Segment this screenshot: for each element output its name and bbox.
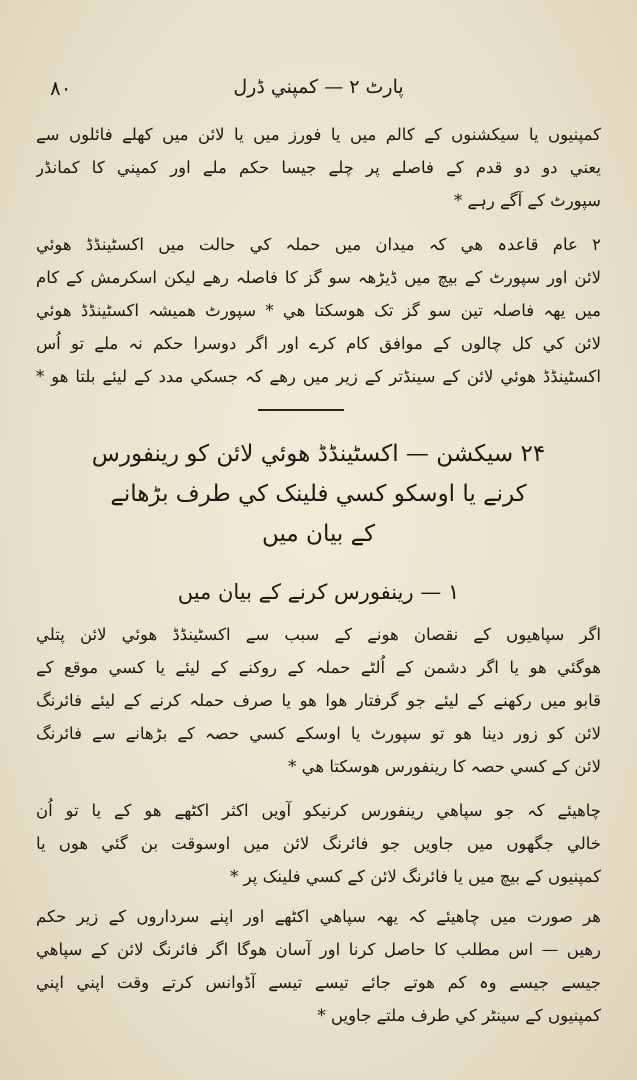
subsection-heading: ۱ — رينفورس کرنے کے بيان ميں	[177, 580, 460, 604]
text-line: اگر سپاهيوں کے نقصان هونے کے سبب سے اکسٹينڈڈ هوئي لائن پتلي	[36, 625, 601, 644]
text-line: جيسے جيسے وہ کم هوتے جائے تيسے تيسے آڈوانس کرتے وقت اپني اپني	[36, 973, 601, 992]
text-line: کمپنيوں کے بيچ ميں يا فائرنگ لائن کے کسي فلينک پر *	[230, 867, 601, 886]
text-line: کمپنيوں کے سينٹر کي طرف ملتے جاويں *	[317, 1006, 601, 1025]
text-line: لائن کي کل چالوں کے موافق کام کرے اور اگر دوسرا حکم نہ ملے تو اُس	[36, 334, 601, 353]
text-line: سپورٹ کے آگے رہے *	[454, 191, 601, 210]
section-heading-line: کے بيان ميں	[261, 521, 376, 547]
section-heading-line: کرنے يا اوسکو کسي فلينک کي طرف بڑھانے	[110, 481, 527, 507]
running-title: پارٹ ۲ — کمپني ڈرل	[233, 76, 404, 98]
text-line: هر صورت ميں چاهيئے کہ يهہ سپاهي اکٹھے اور اپنے سرداروں کے زير حکم	[36, 907, 601, 926]
page-number: ۸۰	[50, 76, 72, 100]
text-line: رهيں — اس مطلب کا حاصل کرنا اور آسان هوگا اگر فائرنگ لائن کے سپاهي	[36, 940, 601, 959]
text-line: چاهيئے کہ جو سپاهي رينفورس کرنيکو آويں اکثر اکٹھے هو کے يا تو اُن	[36, 801, 601, 820]
page-header	[40, 74, 597, 108]
paragraph-1	[36, 118, 601, 217]
text-line: اکسٹينڈڈ هوئي لائن کے سينڈتر کے زير ميں رهے کہ جسکي مدد کے ليئے بلتا هو *	[36, 367, 601, 386]
text-line: لائن کے کسي حصہ کا رينفورس هوسکتا هي *	[288, 757, 601, 776]
paragraph-5	[36, 900, 601, 1032]
text-line: لائن اور سپورٹ کے بيچ ميں ڈيڑھہ سو گز کا فاصلہ رهے ليکن اسکرمش کے کام	[36, 268, 601, 287]
text-line: کمپنيوں يا سيکشنوں کے کالم ميں يا فورز ميں يا لائن ميں کھلے فائلوں سے	[36, 125, 601, 144]
text-line: هوگئي هو يا اگر دشمن کے اُلٹے حملہ کے روکنے کے ليئے يا کسي موقع کے	[36, 658, 601, 677]
text-line: لائن کو زور دينا هو تو سپورٹ يا اوسکے کسي حصہ کے بڑھانے سے فائرنگ	[36, 724, 601, 743]
section-divider	[258, 409, 344, 411]
text-line: خالي جگهوں ميں جاويں جو فائرنگ لائن ميں اوسوقت بن گئي هوں يا	[36, 834, 601, 853]
paragraph-4	[36, 794, 601, 893]
text-line: ۲ عام قاعدہ هي کہ ميدان ميں حملہ کي حالت ميں اکسٹينڈڈ هوئي	[36, 235, 601, 254]
text-line: ميں يهہ فاصلہ تين سو گز تک هوسکتا هي * سپورٹ هميشہ اکسٹينڈڈ هوئي	[36, 301, 601, 320]
text-line: قابو ميں رکھنے کے ليئے جو گرفتار هوا هو يا صرف حملہ کرنے کے ليئے فائرنگ	[36, 691, 601, 710]
section-heading-line: ۲۴ سيکشن — اکسٹينڈڈ هوئي لائن کو رينفورس	[91, 441, 546, 467]
paragraph-3	[36, 618, 601, 783]
section-heading	[40, 434, 597, 554]
text-line: يعني دو دو قدم کے فاصلے پر چلے جيسا حکم ملے اور کمپني کا کمانڈر	[36, 158, 601, 177]
paragraph-2	[36, 228, 601, 393]
